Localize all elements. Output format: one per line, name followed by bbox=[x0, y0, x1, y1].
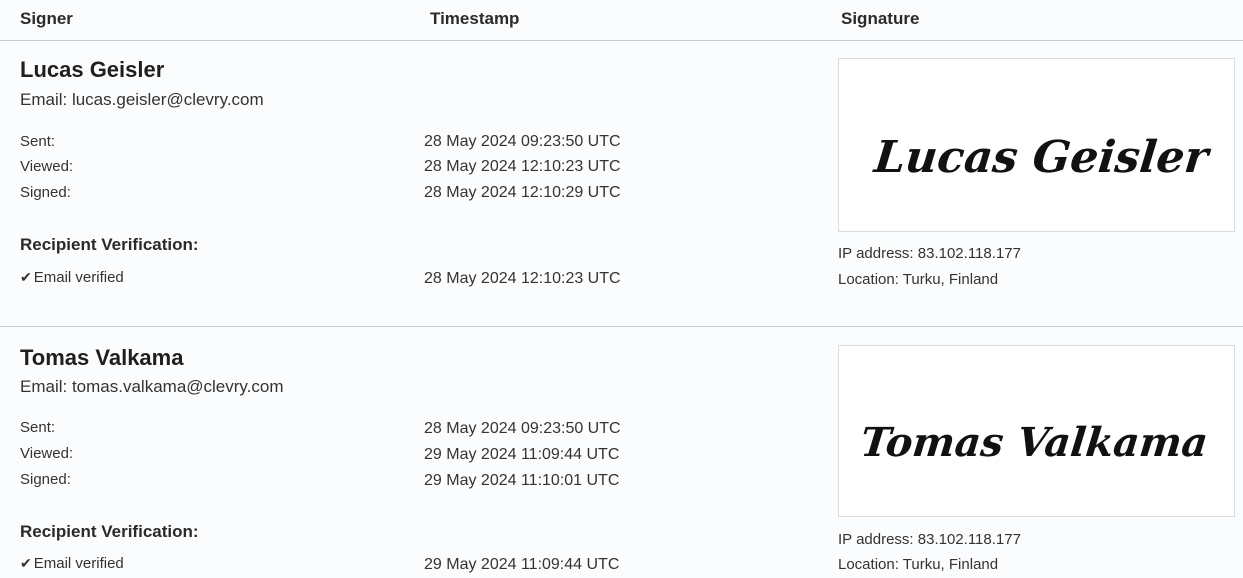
signature-text: Lucas Geisler bbox=[871, 132, 1211, 183]
verification-time: 28 May 2024 12:10:23 UTC bbox=[424, 270, 621, 287]
verification-item bbox=[20, 269, 124, 286]
recipient-verification-title: Recipient Verification: bbox=[20, 522, 199, 541]
verification-time: 29 May 2024 11:09:44 UTC bbox=[424, 556, 620, 573]
signature-text: Tomas Valkama bbox=[858, 419, 1211, 466]
signer-name: Tomas Valkama bbox=[20, 345, 184, 370]
header-divider bbox=[0, 40, 1243, 41]
event-time-signed: 28 May 2024 12:10:29 UTC bbox=[424, 184, 621, 201]
section-divider bbox=[0, 326, 1243, 327]
signature-image bbox=[839, 59, 1234, 231]
location: Location: Turku, Finland bbox=[838, 556, 999, 573]
signature-box bbox=[838, 58, 1235, 232]
event-label-viewed: Viewed: bbox=[20, 445, 74, 462]
event-label-sent: Sent: bbox=[20, 133, 56, 150]
verification-label: Email verified bbox=[33, 555, 124, 572]
verification-item bbox=[20, 555, 124, 572]
signer-name: Lucas Geisler bbox=[20, 57, 165, 82]
signer-email: Email: lucas.geisler@clevry.com bbox=[20, 90, 264, 109]
event-label-sent: Sent: bbox=[20, 419, 56, 436]
event-label-viewed: Viewed: bbox=[20, 158, 74, 175]
column-header-signature: Signature bbox=[841, 9, 920, 28]
event-label-signed: Signed: bbox=[20, 471, 71, 488]
event-time-sent: 28 May 2024 09:23:50 UTC bbox=[424, 420, 621, 437]
event-time-viewed: 28 May 2024 12:10:23 UTC bbox=[424, 158, 621, 175]
column-header-signer: Signer bbox=[20, 9, 73, 28]
event-time-sent: 28 May 2024 09:23:50 UTC bbox=[424, 133, 621, 150]
event-time-viewed: 29 May 2024 11:09:44 UTC bbox=[424, 446, 620, 463]
event-label-signed: Signed: bbox=[20, 184, 71, 201]
location: Location: Turku, Finland bbox=[838, 271, 999, 288]
event-time-signed: 29 May 2024 11:10:01 UTC bbox=[424, 472, 620, 489]
recipient-verification-title: Recipient Verification: bbox=[20, 235, 199, 254]
ip-address: IP address: 83.102.118.177 bbox=[838, 531, 1021, 548]
signature-image bbox=[839, 346, 1234, 516]
column-header-timestamp: Timestamp bbox=[430, 9, 520, 28]
ip-address: IP address: 83.102.118.177 bbox=[838, 245, 1021, 262]
verification-label: Email verified bbox=[33, 269, 124, 286]
signer-email: Email: tomas.valkama@clevry.com bbox=[20, 377, 284, 396]
checkmark-icon: ✔ bbox=[20, 555, 32, 571]
checkmark-icon: ✔ bbox=[20, 269, 32, 285]
signature-box bbox=[838, 345, 1235, 517]
